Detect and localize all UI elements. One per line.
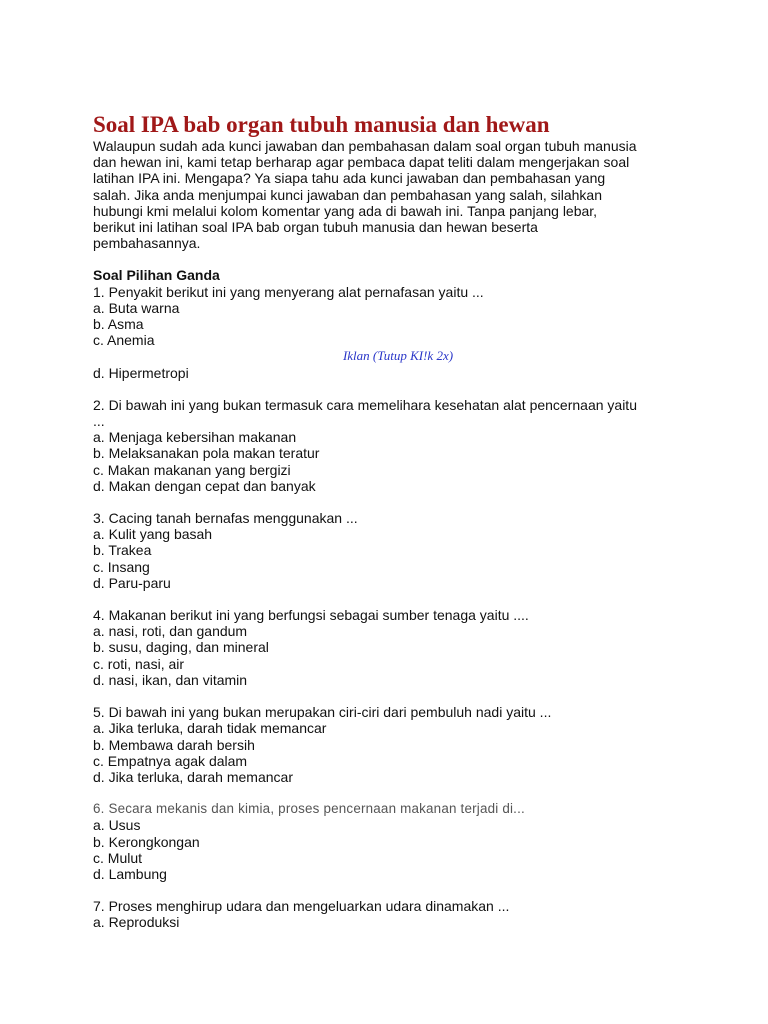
answer-option: b. Kerongkongan xyxy=(93,833,200,850)
intro-line: dan hewan ini, kami tetap berharap agar pembaca dapat teliti dalam mengerjakan soal xyxy=(93,154,630,171)
question-3 xyxy=(93,510,693,591)
document-page xyxy=(93,112,693,931)
answer-option: c. Anemia xyxy=(93,332,155,349)
answer-option: d. Paru-paru xyxy=(93,574,171,591)
answer-option: c. roti, nasi, air xyxy=(93,655,185,672)
question-stem: 7. Proses menghirup udara dan mengeluarkan udara dinamakan ... xyxy=(93,898,510,915)
answer-option: b. Membawa darah bersih xyxy=(93,736,255,753)
answer-option: b. Trakea xyxy=(93,542,152,559)
question-7 xyxy=(93,898,693,930)
question-stem: 1. Penyakit berikut ini yang menyerang alat pernafasan yaitu ... xyxy=(93,283,484,300)
intro-line: salah. Jika anda menjumpai kunci jawaban dan pembahasan yang salah, silahkan xyxy=(93,186,602,203)
answer-option: a. Menjaga kebersihan makanan xyxy=(93,429,297,446)
question-stem: 4. Makanan berikut ini yang berfungsi sebagai sumber tenaga yaitu .... xyxy=(93,607,529,624)
answer-option: d. Hipermetropi xyxy=(93,364,189,381)
answer-option: c. Makan makanan yang bergizi xyxy=(93,461,291,478)
answer-option: a. nasi, roti, dan gandum xyxy=(93,623,248,640)
section-title: Soal Pilihan Ganda xyxy=(93,267,220,284)
intro-line: latihan IPA ini. Mengapa? Ya siapa tahu ada kunci jawaban dan pembahasan yang xyxy=(93,170,606,187)
intro-line: Walaupun sudah ada kunci jawaban dan pembahasan dalam soal organ tubuh manusia xyxy=(93,138,637,154)
intro-line: berikut ini latihan soal IPA bab organ tubuh manusia dan hewan beserta xyxy=(93,219,538,236)
question-6 xyxy=(93,801,693,882)
question-4 xyxy=(93,607,693,688)
document-title: Soal IPA bab organ tubuh manusia dan hewan xyxy=(93,112,550,137)
answer-option: a. Buta warna xyxy=(93,299,180,316)
question-2 xyxy=(93,397,693,494)
intro-paragraph xyxy=(93,138,693,251)
answer-option: d. Makan dengan cepat dan banyak xyxy=(93,477,316,494)
answer-option: c. Insang xyxy=(93,558,150,575)
answer-option: a. Reproduksi xyxy=(93,914,180,931)
answer-option: c. Mulut xyxy=(93,849,143,866)
ad-close-link[interactable]: Iklan (Tutup KI!k 2x) xyxy=(342,348,454,364)
answer-option: b. Melaksanakan pola makan teratur xyxy=(93,445,320,462)
answer-option: a. Usus xyxy=(93,817,141,834)
answer-option: c. Empatnya agak dalam xyxy=(93,752,248,769)
question-stem: 2. Di bawah ini yang bukan termasuk cara memelihara kesehatan alat pencernaan yaitu xyxy=(93,396,637,413)
question-stem: 5. Di bawah ini yang bukan merupakan ciri-ciri dari pembuluh nadi yaitu ... xyxy=(93,704,552,721)
answer-option: a. Kulit yang basah xyxy=(93,526,213,543)
intro-line: pembahasannya. xyxy=(93,235,201,252)
question-1 xyxy=(93,284,693,381)
answer-option: a. Jika terluka, darah tidak memancar xyxy=(93,720,327,737)
answer-option: b. susu, daging, dan mineral xyxy=(93,639,269,656)
intro-line: hubungi kmi melalui kolom komentar yang ada di bawah ini. Tanpa panjang lebar, xyxy=(93,202,598,219)
question-stem: 3. Cacing tanah bernafas menggunakan ... xyxy=(93,510,358,527)
answer-option: d. Jika terluka, darah memancar xyxy=(93,768,293,785)
question-5 xyxy=(93,704,693,785)
question-stem-continued: ... xyxy=(93,413,105,430)
question-stem: 6. Secara mekanis dan kimia, proses pencernaan makanan terjadi di... xyxy=(93,801,525,817)
answer-option: b. Asma xyxy=(93,316,144,333)
answer-option: d. nasi, ikan, dan vitamin xyxy=(93,671,248,688)
answer-option: d. Lambung xyxy=(93,865,167,882)
